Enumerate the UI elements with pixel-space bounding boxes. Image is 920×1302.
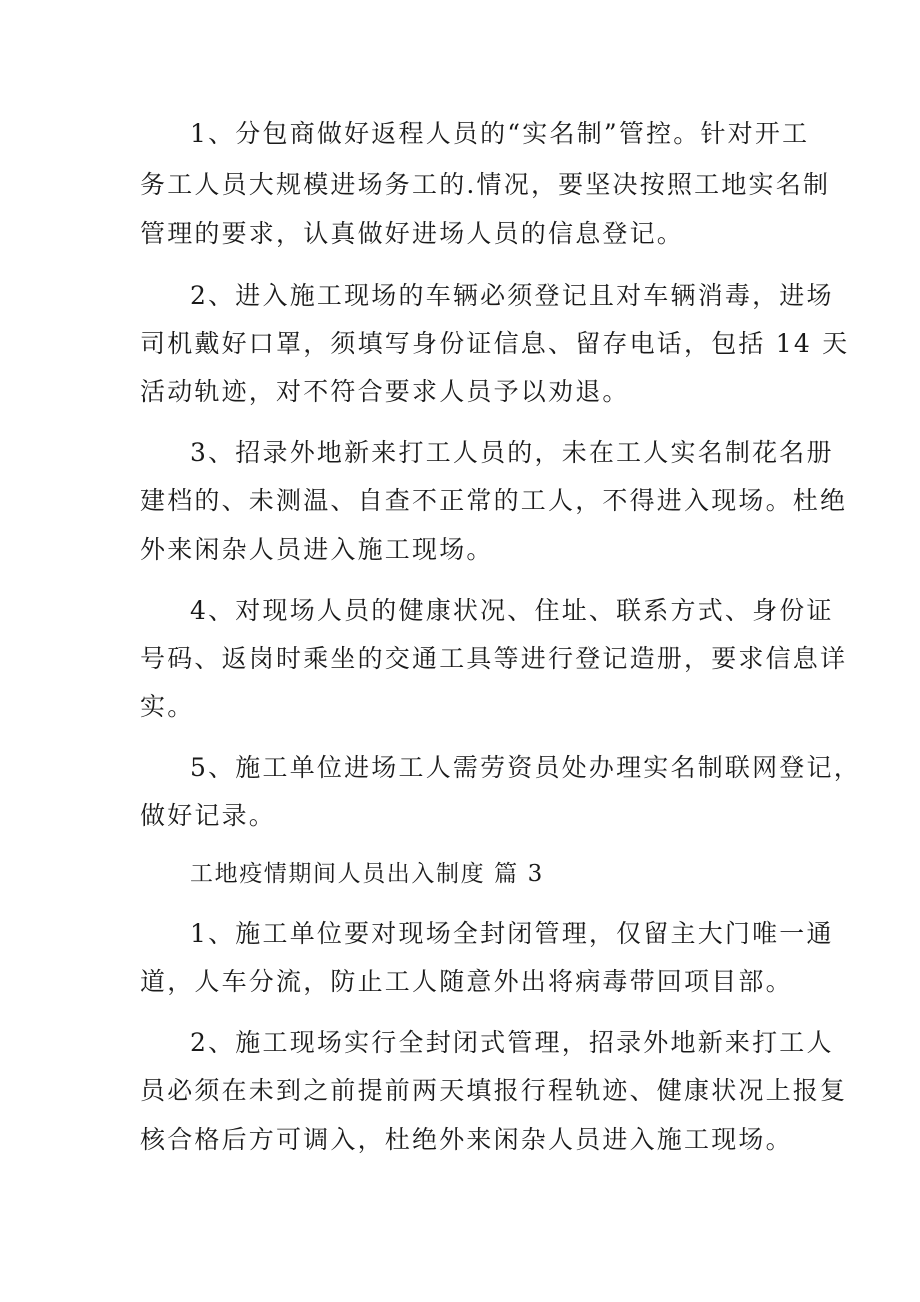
- paragraph-line: 管理的要求，认真做好进场人员的信息登记。: [140, 219, 685, 248]
- paragraph-line: 2、进入施工现场的车辆必须登记且对车辆消毒，进场: [190, 281, 834, 310]
- paragraph-line: 务工人员大规模进场务工的.情况，要坚决按照工地实名制: [140, 170, 831, 199]
- paragraph-line: 做好记录。: [140, 801, 277, 830]
- paragraph-line: 号码、返岗时乘坐的交通工具等进行登记造册，要求信息详: [140, 644, 848, 673]
- paragraph-line: 外来闲杂人员进入施工现场。: [140, 535, 494, 564]
- paragraph-line: 1、分包商做好返程人员的“实名制”管控。针对开工: [190, 119, 810, 148]
- paragraph-line: 实。: [140, 692, 195, 721]
- paragraph-line: 1、施工单位要对现场全封闭管理，仅留主大门唯一通: [190, 919, 834, 948]
- paragraph-line: 员必须在未到之前提前两天填报行程轨迹、健康状况上报复: [140, 1076, 848, 1105]
- paragraph-line: 核合格后方可调入，杜绝外来闲杂人员进入施工现场。: [140, 1125, 793, 1154]
- paragraph-line: 司机戴好口罩，须填写身份证信息、留存电话，包括 14 天: [140, 329, 850, 358]
- paragraph-line: 2、施工现场实行全封闭式管理，招录外地新来打工人: [190, 1028, 834, 1057]
- paragraph-line: 4、对现场人员的健康状况、住址、联系方式、身份证: [190, 596, 834, 625]
- paragraph-line: 活动轨迹，对不符合要求人员予以劝退。: [140, 377, 630, 406]
- paragraph-line: 建档的、未测温、自查不正常的工人，不得进入现场。杜绝: [140, 486, 848, 515]
- paragraph-line: 3、招录外地新来打工人员的，未在工人实名制花名册: [190, 438, 834, 467]
- section-heading: 工地疫情期间人员出入制度 篇 3: [190, 861, 544, 887]
- paragraph-line: 5、施工单位进场工人需劳资员处办理实名制联网登记，: [190, 753, 861, 782]
- paragraph-line: 道，人车分流，防止工人随意外出将病毒带回项目部。: [140, 967, 793, 996]
